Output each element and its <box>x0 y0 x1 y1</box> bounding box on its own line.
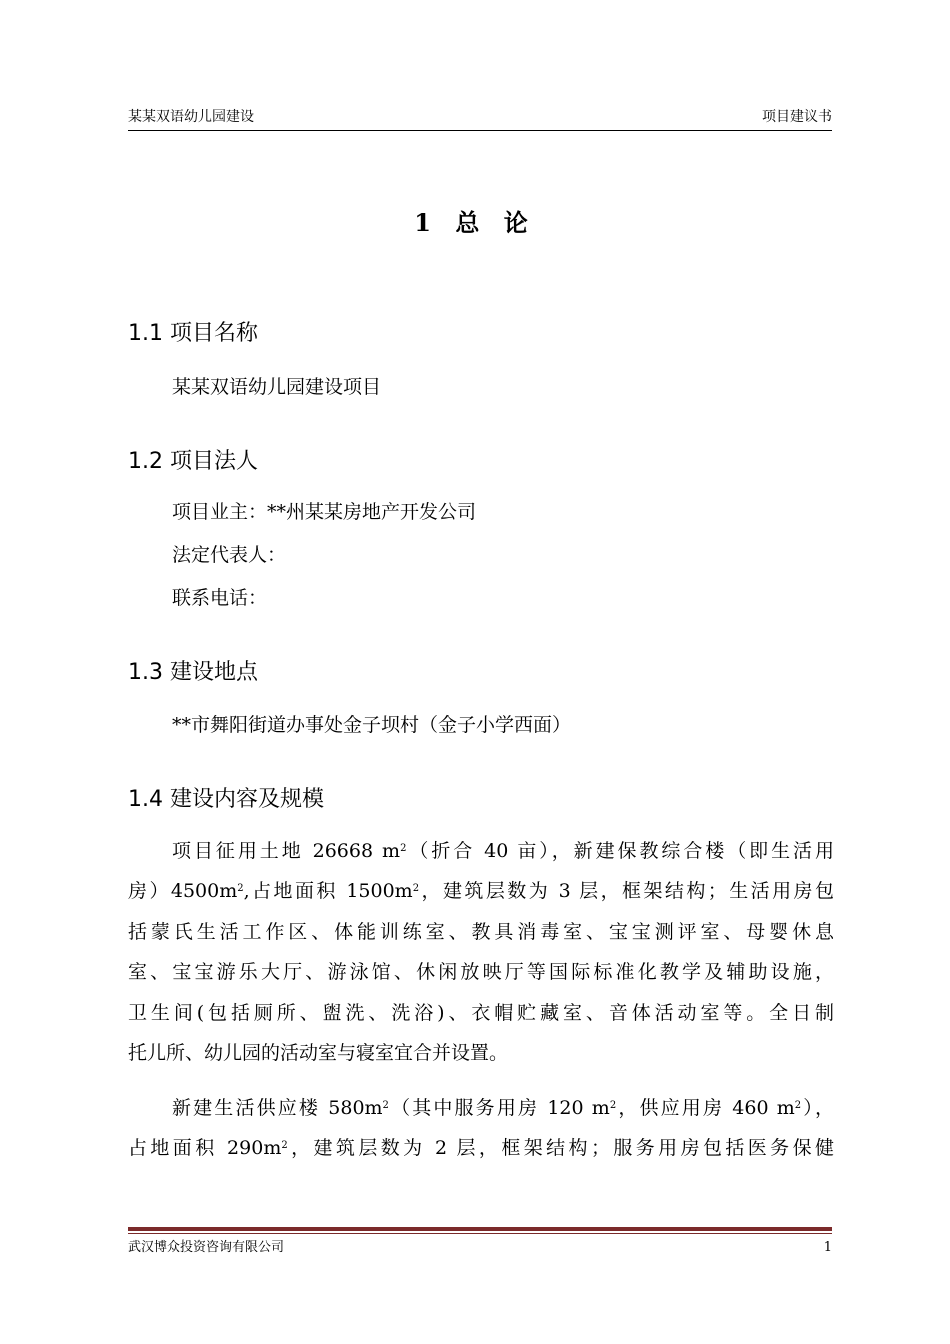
footer-rule-thick <box>128 1227 832 1231</box>
supply-building-paragraph <box>128 1088 834 1169</box>
footer-rule-thin <box>128 1233 832 1234</box>
header-right-text: 项目建议书 <box>762 109 832 125</box>
paragraph-line: 占地面积 $290m^2$，建筑层数为 2 层，框架结构；服务用房包括医务保健 <box>128 1137 834 1160</box>
contact-phone-text: 联系电话： <box>172 587 268 609</box>
footer-company-text: 武汉博众投资咨询有限公司 <box>128 1240 285 1255</box>
legal-representative-text: 法定代表人： <box>172 544 287 566</box>
paragraph-line: 室、宝宝游乐大厅、游泳馆、休闲放映厅等国际标准化教学及辅助设施， <box>128 961 834 984</box>
section-heading-1-1: 1.1 项目名称 <box>128 321 258 346</box>
paragraph-line: 括蒙氏生活工作区、体能训练室、教具消毒室、宝宝测评室、母婴休息 <box>128 920 834 943</box>
section-heading-1-2: 1.2 项目法人 <box>128 449 258 474</box>
section-heading-1-3: 1.3 建设地点 <box>128 660 258 685</box>
project-owner-text: 项目业主：**州某某房地产开发公司 <box>172 501 477 523</box>
header-left-text: 某某双语幼儿园建设 <box>128 109 254 125</box>
page-header <box>128 108 832 126</box>
construction-content-paragraph <box>128 831 834 1073</box>
paragraph-line: 托儿所、幼儿园的活动室与寝室宜合并设置。 <box>128 1042 509 1065</box>
header-rule <box>128 130 832 131</box>
paragraph-line: 房）$4500m^2$,占地面积 $1500m^2$，建筑层数为 3 层，框架结构；生活用房包 <box>128 880 834 903</box>
location-text: **市舞阳街道办事处金子坝村（金子小学西面） <box>172 714 572 736</box>
page-number: 1 <box>823 1240 832 1255</box>
chapter-title: 1 总 论 <box>414 208 536 237</box>
paragraph-line: 项目征用土地 26668 $m^2$（折合 40 亩），新建保教综合楼（即生活用 <box>172 840 834 862</box>
paragraph-line: 新建生活供应楼 $580m^2$（其中服务用房 120 $m^2$，供应用房 460 $m^2$）， <box>172 1097 834 1119</box>
section-heading-1-4: 1.4 建设内容及规模 <box>128 787 324 812</box>
paragraph-line: 卫生间(包括厕所、盥洗、洗浴)、衣帽贮藏室、音体活动室等。全日制 <box>128 1001 834 1024</box>
page-footer <box>128 1240 832 1256</box>
project-name-text: 某某双语幼儿园建设项目 <box>172 376 382 398</box>
